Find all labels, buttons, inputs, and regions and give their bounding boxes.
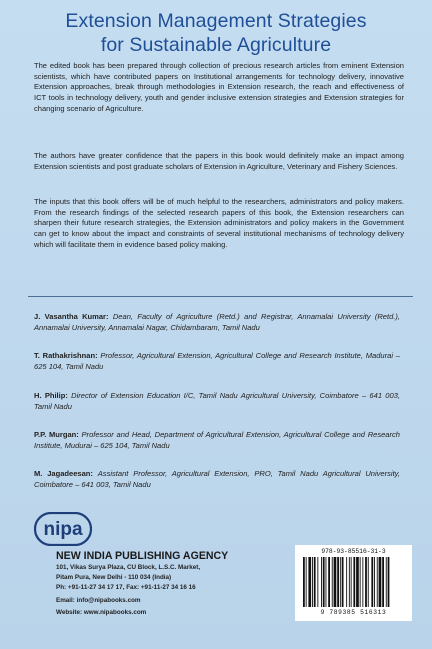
title-line-1: Extension Management Strategies bbox=[65, 10, 367, 32]
contributor-name: P.P. Murgan: bbox=[34, 430, 79, 439]
section-divider bbox=[28, 296, 413, 297]
contributor-role: Assistant Professor, Agricultural Extension, PRO, Tamil Nadu Agricultural University, Coimbatore – 641 003, Tamil Nadu bbox=[34, 469, 400, 490]
ean-number: 9 789385 516313 bbox=[320, 609, 387, 616]
publisher-website: Website: www.nipabooks.com bbox=[56, 609, 147, 616]
publisher-name: NEW INDIA PUBLISHING AGENCY bbox=[56, 550, 229, 562]
publisher-phone: Ph: +91-11-27 34 17 17, Fax: +91-11-27 34 16 16 bbox=[56, 584, 196, 591]
contributor-entry bbox=[34, 468, 400, 490]
publisher-logo-text: nipa bbox=[43, 519, 83, 540]
isbn-barcode bbox=[295, 545, 412, 621]
contributor-role: Professor, Agricultural Extension, Agricultural College and Research Institute, Madurai – 625 104, Tamil Nadu bbox=[34, 351, 400, 372]
contributor-entry bbox=[34, 429, 400, 451]
contributor-entry bbox=[34, 311, 400, 333]
contributor-entry bbox=[34, 350, 400, 372]
blurb-paragraph-2: The authors have greater confidence that the papers in this book would definitely make an impact among Extension scientists and post graduate scholars of Extension in Agriculture, Veterinary and Fishery Sciences. bbox=[34, 151, 404, 171]
title-line-2: for Sustainable Agriculture bbox=[100, 34, 332, 56]
contributor-name: H. Philip: bbox=[34, 391, 68, 400]
publisher-email: Email: info@nipabooks.com bbox=[56, 597, 141, 604]
contributor-role: Director of Extension Education I/C, Tamil Nadu Agricultural University, Coimbatore – 641 003, Tamil Nadu bbox=[34, 391, 400, 412]
blurb-paragraph-3: The inputs that this book offers will be of much helpful to the researchers, administrators and policy makers. From the research findings of the selected research papers of this book, the Extension researchers can sharpen their future research strategies, the Extension administrators and policy makers in the Government can get to know about the impact and constraints of several institutional mechanisms of technology delivery which will facilitate them in evidence based policy making. bbox=[34, 197, 404, 249]
contributor-entry bbox=[34, 390, 400, 412]
isbn-number: 978-93-85516-31-3 bbox=[321, 548, 386, 555]
publisher-address-line-1: 101, Vikas Surya Plaza, CU Block, L.S.C. Market, bbox=[56, 564, 201, 571]
blurb-paragraph-1: The edited book has been prepared through collection of precious research articles from eminent Extension scientists, which have contributed papers on Institutional arrangements for technology delivery, innovative Extension approaches, break through methodologies in Extension research, the reach and effectiveness of ICT tools in technology delivery, youth and gender inclusive extension strategies and Extension strategies for changing scenario of Agriculture. bbox=[34, 61, 404, 113]
publisher-logo bbox=[34, 512, 92, 546]
contributor-name: T. Rathakrishnan: bbox=[34, 351, 98, 360]
contributor-role: Dean, Faculty of Agriculture (Retd.) and Registrar, Annamalai University (Retd.), Annamalai University, Annamalai Nagar, Chidambaram, Tamil Nadu bbox=[34, 312, 400, 333]
book-title bbox=[0, 9, 432, 57]
contributor-name: J. Vasantha Kumar: bbox=[34, 312, 109, 321]
publisher-address-line-2: Pitam Pura, New Delhi - 110 034 (India) bbox=[56, 574, 172, 581]
contributor-role: Professor and Head, Department of Agricultural Extension, Agricultural College and Research Institute, Mudurai – 625 104, Tamil Nadu bbox=[34, 430, 400, 451]
contributor-name: M. Jagadeesan: bbox=[34, 469, 93, 478]
barcode-bars bbox=[303, 557, 407, 607]
